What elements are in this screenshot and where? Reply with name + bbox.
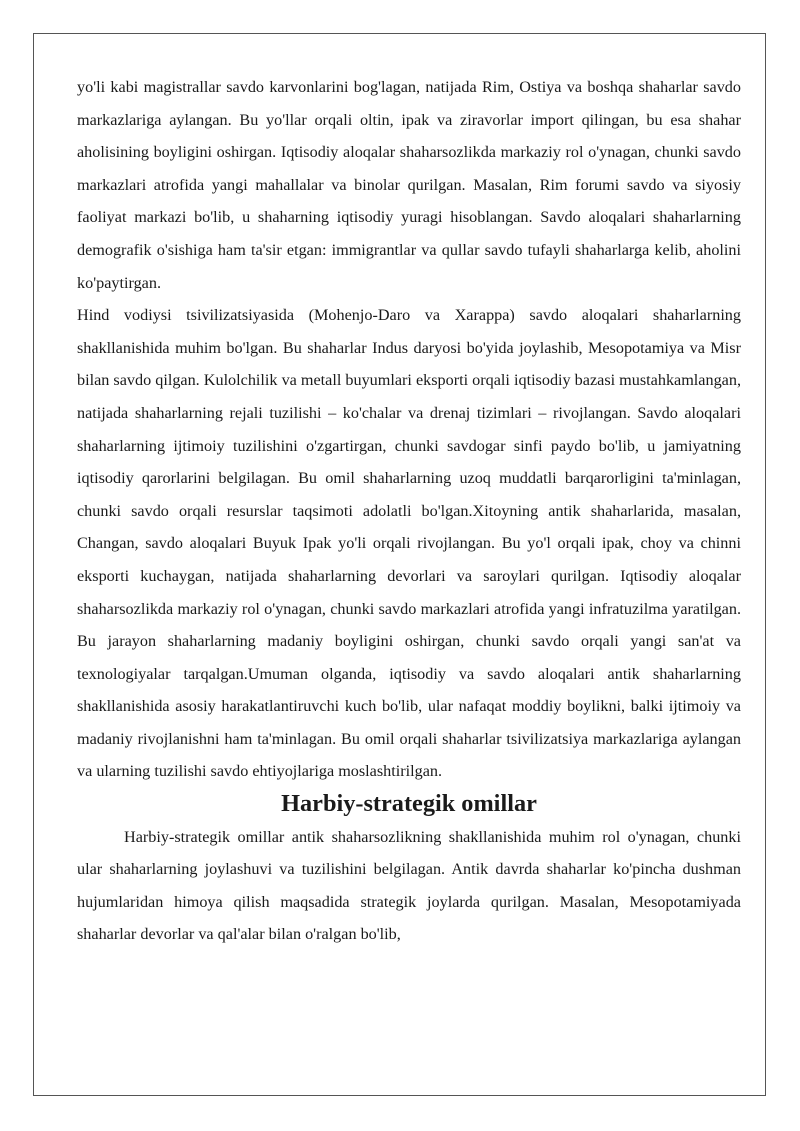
paragraph-indus-china-summary: Hind vodiysi tsivilizatsiyasida (Mohenjo-Daro va Xarappa) savdo aloqalari shaharlarning shakllanishida muhim bo'lgan. Bu shaharlar Indus daryosi bo'yida joylashib, Mesopotamiya va Misr bilan savdo qilgan. Kulolchilik va metall buyumlari eksporti orqali iqtisodiy bazasi mustahkamlangan, natijada shaharlarning rejali tuzilishi – ko'chalar va drenaj tizimlari – rivojlangan. Savdo aloqalari shaharlarning ijtimoiy tuzilishini o'zgartirgan, chunki savdogar sinfi paydo bo'lib, u jamiyatning iqtisodiy qarorlarini belgilagan. Bu omil shaharlarning uzoq muddatli barqarorligini ta'minlagan, chunki savdo orqali resurslar taqsimoti adolatli bo'lgan.Xitoyning antik shaharlarida, masalan, Changan, savdo aloqalari Buyuk Ipak yo'li orqali rivojlangan. Bu yo'l orqali ipak, choy va chinni eksporti kuchaygan, natijada shaharlarning devorlari va saroylari qurilgan. Iqtisodiy aloqalar shaharsozlikda markaziy rol o'ynagan, chunki savdo markazlari atrofida yangi infratuzilma yaratilgan. Bu jarayon shaharlarning madaniy boyligini oshirgan, chunki savdo orqali yangi san'at va texnologiyalar tarqalgan.Umuman olganda, iqtisodiy va savdo aloqalari antik shaharlarning shakllanishida asosiy harakatlantiruvchi kuch bo'lib, ular nafaqat moddiy boylikni, balki ijtimoiy va madaniy rivojlanishni ham ta'minlagan. Bu omil orqali shaharlar tsivilizatsiya markazlariga aylangan va ularning tuzilishi savdo ehtiyojlariga moslashtirilgan. [77, 306, 742, 781]
section-heading: Harbiy-strategik omillar [281, 790, 537, 818]
paragraph-military-strategic: Harbiy-strategik omillar antik shaharsozlikning shakllanishida muhim rol o'ynagan, chunki ular shaharlarning joylashuvi va tuzilishini belgilagan. Antik davrda shaharlar ko'pincha dushman hujumlaridan himoya qilish maqsadida strategik joylarda qurilgan. Masalan, Mesopotamiyada shaharlar devorlar va qal'alar bilan o'ralgan bo'lib, [77, 827, 741, 944]
paragraph-trade-routes-rome: yo'li kabi magistrallar savdo karvonlarini bog'lagan, natijada Rim, Ostiya va boshqa shaharlar savdo markazlariga aylangan. Bu yo'llar orqali oltin, ipak va ziravorlar import qilingan, bu esa shahar aholisining boyligini oshirgan. Iqtisodiy aloqalar shaharsozlikda markaziy rol o'ynagan, chunki savdo markazlari atrofida yangi mahallalar va binolar qurilgan. Masalan, Rim forumi savdo va siyosiy faoliyat markazi bo'lib, u shaharning iqtisodiy yuragi hisoblangan. Savdo aloqalari shaharlarning demografik o'sishiga ham ta'sir etgan: immigrantlar va qullar savdo tufayli shaharlarga kelib, aholini ko'paytirgan. [77, 78, 741, 292]
document-body [77, 71, 741, 951]
